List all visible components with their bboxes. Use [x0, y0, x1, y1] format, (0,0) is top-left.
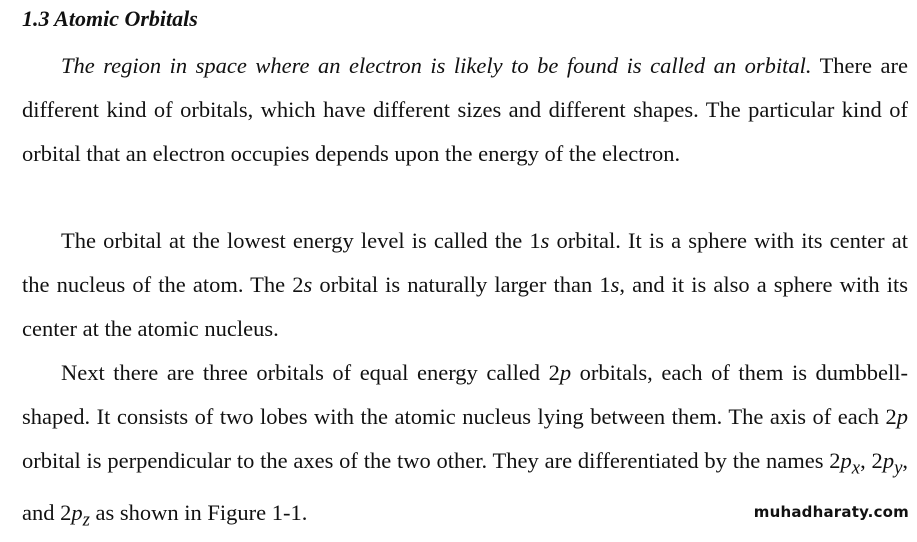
orbital-subscript: y	[894, 457, 903, 479]
orbital-symbol: s	[540, 228, 550, 253]
paragraph-s-orbitals	[22, 219, 908, 351]
paragraph-text: orbital is perpendicular to the axes of the two other. They are differentiated by the names 2	[22, 448, 841, 473]
paragraph-text: orbitals, each of them is dumbbell-shaped. It consists of two lobes with the atomic nucleus lying between them. The axis of each 2	[22, 360, 909, 429]
paragraph-text: The orbital at the lowest energy level is called the 1	[61, 228, 541, 253]
paragraph-text: , 2	[860, 448, 883, 473]
paragraph-text: orbital. It is a sphere with its center at the nucleus of the atom. The 2	[22, 228, 908, 297]
orbital-symbol: p	[840, 448, 852, 473]
orbital-symbol: s	[610, 272, 620, 297]
orbital-definition-sentence: The region in space where an electron is likely to be found is called an orbital.	[61, 53, 812, 78]
paragraph-orbital-definition	[22, 44, 908, 176]
site-watermark: muhadharaty.com	[753, 503, 909, 521]
section-heading: 1.3 Atomic Orbitals	[22, 6, 198, 31]
paragraph-text: There are different kind of orbitals, which have different sizes and different shapes. The particular kind of orbital that an electron occupies depends upon the energy of the electron.	[22, 53, 908, 166]
orbital-symbol: p	[882, 448, 895, 473]
orbital-symbol: p	[71, 499, 83, 525]
orbital-symbol: p	[559, 360, 572, 385]
paragraph-text: , and it is also a sphere with its center at the atomic nucleus.	[22, 272, 908, 341]
orbital-symbol: s	[303, 272, 313, 297]
orbital-symbol: p	[896, 404, 908, 429]
paragraph-text: orbital is naturally larger than 1	[312, 272, 611, 297]
paragraph-text: as shown in Figure 1-1.	[89, 499, 308, 525]
orbital-subscript: z	[82, 509, 90, 530]
paragraph-text: Next there are three orbitals of equal energy called 2	[61, 360, 560, 385]
orbital-subscript: x	[851, 457, 861, 479]
paragraph-text: , and 2	[22, 448, 909, 525]
